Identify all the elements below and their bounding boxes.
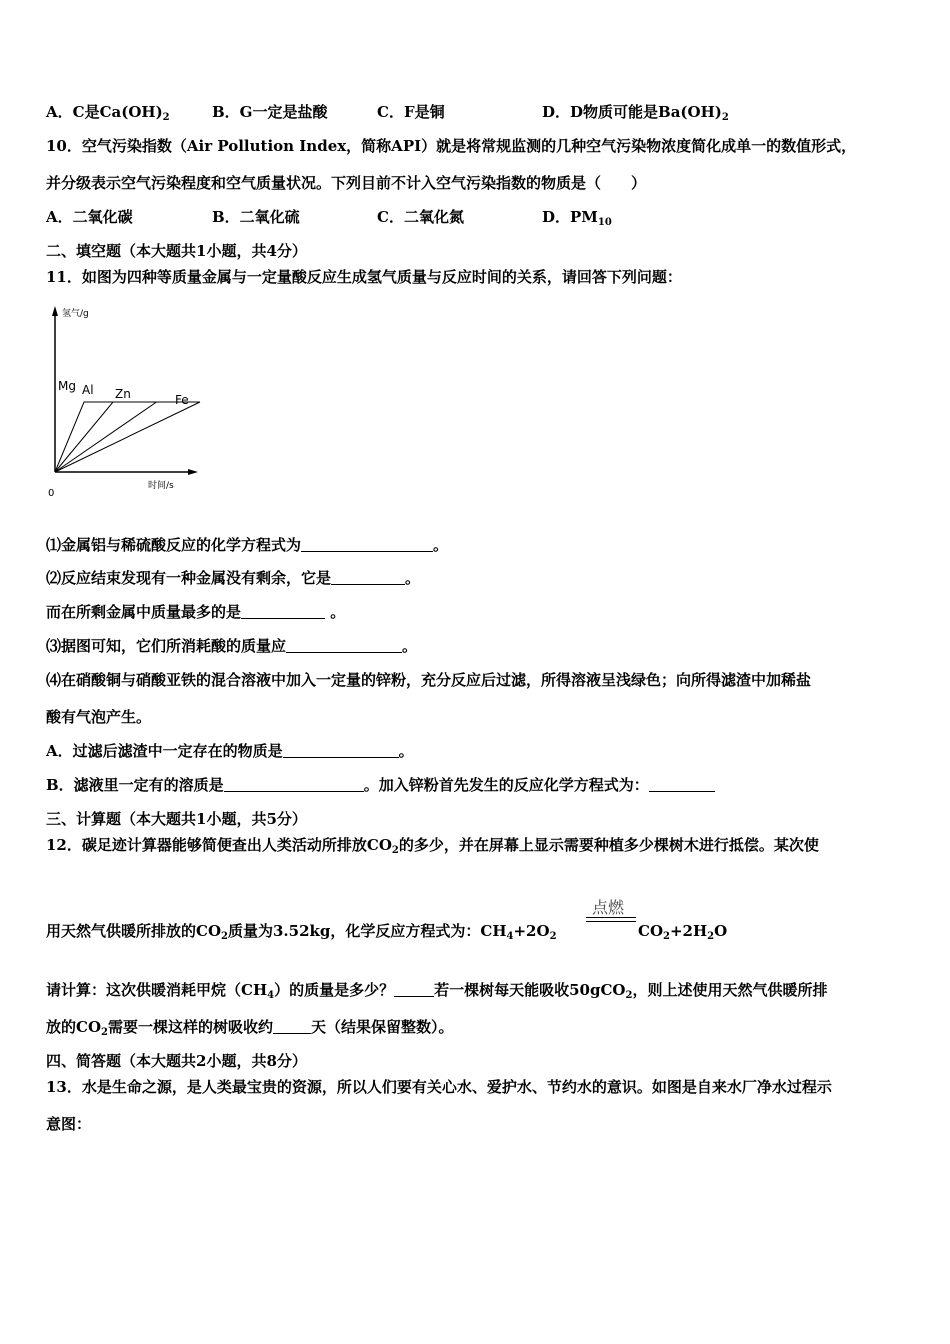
answer-blank[interactable] [241, 603, 325, 619]
q9-option-a: A．C是$Ca(OH)_2$ [46, 103, 170, 123]
q10-option-b: B．二氧化硫 [212, 208, 300, 226]
answer-blank[interactable] [394, 981, 434, 997]
reaction-equals-sign [586, 917, 636, 922]
origin-label: 0 [48, 488, 55, 499]
answer-blank[interactable] [301, 536, 433, 552]
answer-blank[interactable] [286, 637, 402, 653]
q11-part1: ⑴金属铝与稀硫酸反应的化学方程式为 。 [46, 536, 449, 554]
answer-blank[interactable] [283, 742, 399, 758]
q11-part4-line1: ⑷在硝酸铜与硝酸亚铁的混合溶液中加入一定量的锌粉，充分反应后过滤，所得溶液呈浅绿色；向所得滤渣中加稀盐 [46, 671, 812, 689]
hydrogen-time-chart [44, 300, 214, 500]
q13-line2: 意图： [46, 1115, 92, 1133]
section-3-heading: 三、计算题（本大题共1小题，共5分） [46, 810, 307, 828]
q10-stem-line2: 并分级表示空气污染程度和空气质量状况。下列目前不计入空气污染指数的物质是（ ） [46, 174, 647, 192]
q11-part3: ⑶据图可知，它们所消耗酸的质量应 。 [46, 637, 418, 655]
x-axis-label: 时间/s [148, 481, 174, 491]
q12-line3: 请计算：这次供暖消耗甲烷$(CH_4)$的质量是多少？ 若一棵树每天能吸收50gCO$_2$，则上述使用天然气供暖所排 [46, 981, 828, 1001]
q9-option-d: D．D物质可能是$Ba(OH)_2$ [542, 103, 729, 123]
section-2-heading: 二、填空题（本大题共1小题，共4分） [46, 242, 307, 260]
q11-stem: 11．如图为四种等质量金属与一定量酸反应生成氢气质量与反应时间的关系，请回答下列问题： [46, 268, 682, 286]
q9-option-b: B．G一定是盐酸 [212, 103, 328, 121]
q11-part-a: A．过滤后滤渣中一定存在的物质是 。 [46, 742, 414, 760]
q10-option-c: C．二氧化氮 [377, 208, 464, 226]
answer-blank[interactable] [273, 1018, 311, 1034]
q11-part4-line2: 酸有气泡产生。 [46, 708, 152, 726]
q10-stem-line1: 10．空气污染指数（Air Pollution Index，简称API）就是将常规监测的几种空气污染物浓度简化成单一的数值形式， [46, 137, 857, 155]
series-line-fe [55, 402, 200, 472]
q11-part-b: B．滤液里一定有的溶质是 。加入锌粉首先发生的反应化学方程式为： [46, 775, 715, 795]
series-label-al: Al [82, 383, 94, 397]
q10-option-d: D．$PM_{10}$ [542, 208, 612, 228]
q13-line1: 13．水是生命之源，是人类最宝贵的资源，所以人们要有关心水、爱护水、节约水的意识。如图是自来水厂净水过程示 [46, 1078, 832, 1096]
series-label-zn: Zn [115, 387, 131, 401]
q12-line1: 12．碳足迹计算器能够简便查出人类活动所排放$CO_2$的多少，并在屏幕上显示需要种植多少棵树木进行抵偿。某次使 [46, 836, 819, 856]
q11-part2: ⑵反应结束发现有一种金属没有剩余，它是 。 [46, 569, 421, 587]
x-axis-arrow [188, 469, 198, 475]
q12-line4: 放的$CO_2$需要一棵这样的树吸收约 天（结果保留整数）。 [46, 1018, 454, 1038]
y-axis-arrow [52, 306, 58, 316]
q9-option-c: C．F是铜 [377, 103, 445, 121]
answer-blank[interactable] [224, 776, 364, 792]
reaction-condition: 点燃 [592, 898, 625, 917]
series-label-mg: Mg [58, 379, 76, 393]
q12-products: $CO_2+2H_2O$ [638, 922, 728, 942]
q10-option-a: A．二氧化碳 [46, 208, 133, 226]
section-4-heading: 四、简答题（本大题共2小题，共8分） [46, 1052, 307, 1070]
q12-line2: 用天然气供暖所排放的$CO_2$质量为3.52kg，化学反应方程式为：$CH_4+2O_2$ [46, 922, 557, 942]
y-axis-label: 氢气/g [62, 309, 89, 319]
answer-blank[interactable] [649, 776, 715, 792]
series-label-fe: Fe [175, 393, 189, 407]
answer-blank[interactable] [331, 569, 405, 585]
q11-part2b: 而在所剩金属中质量最多的是 。 [46, 603, 346, 621]
